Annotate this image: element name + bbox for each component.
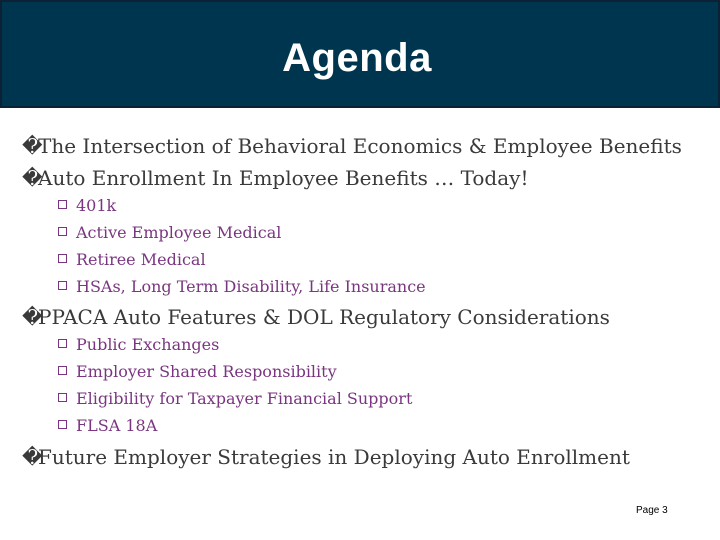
sub-item [58, 389, 412, 409]
bullet-icon: � [22, 305, 43, 329]
agenda-item-text: Auto Enrollment In Employee Benefits … Today! [38, 166, 529, 190]
bullet-icon: � [22, 134, 43, 158]
slide-title: Agenda [282, 36, 432, 80]
sub-item-text: Retiree Medical [76, 250, 206, 269]
bullet-icon: � [22, 166, 43, 190]
square-bullet-icon [58, 281, 67, 290]
square-bullet-icon [58, 366, 67, 375]
sub-item [58, 277, 426, 297]
agenda-item-1 [22, 133, 682, 159]
square-bullet-icon [58, 227, 67, 236]
sub-item [58, 335, 219, 355]
sub-item [58, 250, 206, 270]
sub-item [58, 416, 157, 436]
square-bullet-icon [58, 393, 67, 402]
agenda-item-text: The Intersection of Behavioral Economics & Employee Benefits [38, 134, 682, 158]
sub-item-text: 401k [76, 196, 117, 215]
sub-item-text: Active Employee Medical [76, 223, 282, 242]
sub-item-text: Public Exchanges [76, 335, 220, 354]
agenda-item-text: PPACA Auto Features & DOL Regulatory Considerations [38, 305, 610, 329]
sub-item-text: FLSA 18A [76, 416, 158, 435]
sub-item [58, 223, 281, 243]
square-bullet-icon [58, 339, 67, 348]
title-bar [0, 0, 720, 108]
bullet-icon: � [22, 445, 43, 469]
square-bullet-icon [58, 254, 67, 263]
sub-item [58, 196, 116, 216]
square-bullet-icon [58, 200, 67, 209]
page-number: Page 3 [636, 505, 668, 516]
agenda-item-text: Future Employer Strategies in Deploying Auto Enrollment [38, 445, 630, 469]
sub-item [58, 362, 337, 382]
agenda-item-2 [22, 165, 528, 191]
sub-item-text: HSAs, Long Term Disability, Life Insurance [76, 277, 426, 296]
agenda-item-4 [22, 444, 630, 470]
agenda-item-3 [22, 304, 610, 330]
sub-item-text: Eligibility for Taxpayer Financial Support [76, 389, 413, 408]
sub-item-text: Employer Shared Responsibility [76, 362, 337, 381]
square-bullet-icon [58, 420, 67, 429]
